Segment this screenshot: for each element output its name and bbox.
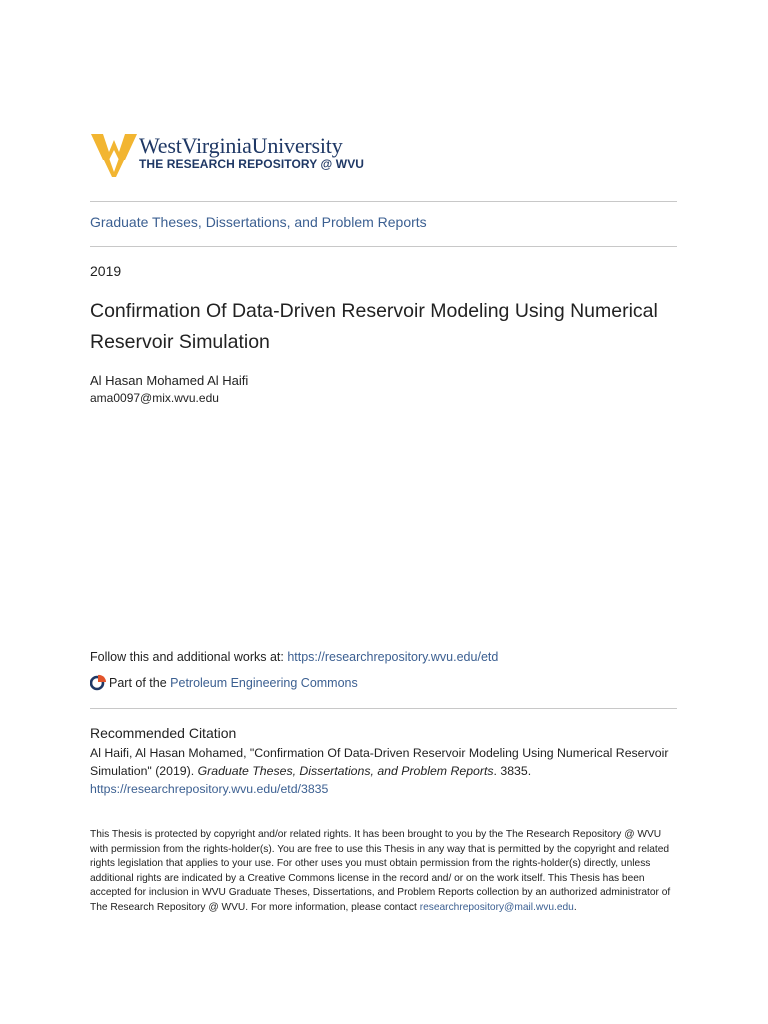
repository-name: THE RESEARCH REPOSITORY @ WVU: [139, 157, 365, 171]
rights-statement: [90, 828, 680, 916]
author-name: Al Hasan Mohamed Al Haifi: [90, 373, 249, 388]
part-of-label: Part of the: [109, 676, 171, 690]
flying-wv-icon: [91, 132, 137, 178]
contact-email-link[interactable]: researchrepository@mail.wvu.edu: [419, 901, 574, 913]
publication-year: 2019: [90, 263, 122, 279]
part-of-line: [90, 674, 358, 694]
wvu-logo[interactable]: [91, 132, 371, 180]
commons-link[interactable]: Petroleum Engineering Commons: [170, 676, 358, 690]
university-name: WestVirginiaUniversity: [139, 133, 343, 158]
divider: [90, 201, 677, 202]
rights-end: .: [573, 901, 577, 913]
follow-line: [90, 650, 498, 664]
citation-body: [90, 744, 680, 798]
repository-link[interactable]: https://researchrepository.wvu.edu/etd: [287, 650, 499, 664]
follow-label: Follow this and additional works at:: [90, 650, 288, 664]
author-email: ama0097@mix.wvu.edu: [90, 391, 219, 405]
citation-text: Al Haifi, Al Hasan Mohamed, "Confirmation Of Data-Driven Reservoir Modeling Using Numerical Reservoir Simulation" (2019).: [90, 746, 669, 778]
divider: [90, 246, 677, 247]
bepress-commons-icon: [90, 674, 107, 694]
citation-number: . 3835.: [493, 764, 532, 778]
series-link[interactable]: Graduate Theses, Dissertations, and Problem Reports: [90, 214, 427, 230]
thesis-title: Confirmation Of Data-Driven Reservoir Modeling Using Numerical Reservoir Simulation: [90, 300, 658, 353]
divider: [90, 708, 677, 709]
citation-series: Graduate Theses, Dissertations, and Problem Reports: [197, 764, 494, 778]
citation-heading: Recommended Citation: [90, 725, 237, 741]
rights-text: This Thesis is protected by copyright and/or related rights. It has been brought to you by the The Research Repository @ WVU with permission from the rights-holder(s). You are free to use this Thesis in any way that is permitted by the copyright and related rights legislation that applies to your use. For other uses you must obtain permission from the rights-holder(s) directly, unless additional rights are indicated by a Creative Commons license in the record and/ or on the work itself. This Thesis has been accepted for inclusion in WVU Graduate Theses, Dissertations, and Problem Reports collection by an authorized administrator of The Research Repository @ WVU. For more information, please contact: [90, 829, 671, 913]
citation-link[interactable]: https://researchrepository.wvu.edu/etd/3835: [90, 782, 329, 796]
